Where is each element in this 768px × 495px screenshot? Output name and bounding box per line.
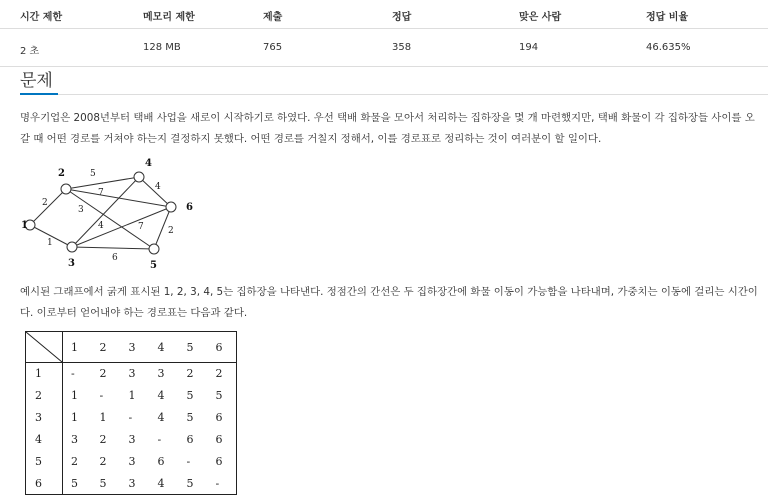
route-table-cell: 2 xyxy=(186,367,194,381)
value-accepted: 358 xyxy=(392,42,412,53)
route-table-cell: 6 xyxy=(215,433,223,446)
route-table-cell: 2 xyxy=(99,433,107,446)
route-table-cell: 1 xyxy=(99,411,107,424)
header-accept-ratio: 정답 비율 xyxy=(646,12,689,23)
graph-explanation: 예시된 그래프에서 굵게 표시된 1, 2, 3, 4, 5는 집하장을 나타낸다. 정점간의 간선은 두 집하장간에 화물 이동이 가능함을 나타내며, 가중치는 이동에 걸리는 시간이다. 이로부터 얻어내야 하는 경로표는 다음과 같다. xyxy=(20,286,758,319)
info-table-row xyxy=(0,29,768,67)
route-table-col-header: 6 xyxy=(208,332,237,363)
route-table-cell: 1 xyxy=(71,411,78,424)
node-label-4: 4 xyxy=(145,158,152,169)
route-table-col-header: 4 xyxy=(150,332,179,363)
route-table-cell: 5 xyxy=(99,476,107,490)
corner-diagonal xyxy=(26,332,62,362)
route-table-row-header: 5 xyxy=(26,451,63,473)
route-table-cell: - xyxy=(71,367,75,381)
route-table-cell: 5 xyxy=(186,476,194,490)
edge-weight-1-2: 2 xyxy=(42,198,48,208)
route-table-cell: 1 xyxy=(128,389,136,402)
route-table-col-header: 2 xyxy=(92,332,121,363)
edge-weight-2-6: 7 xyxy=(98,188,104,198)
route-table-cell: 2 xyxy=(215,367,223,381)
edge-weight-3-6: 7 xyxy=(138,222,144,232)
route-table-row xyxy=(26,385,237,407)
route-table-cell: 6 xyxy=(215,455,223,468)
route-table-cell: 5 xyxy=(71,476,78,490)
section-title: 문제 xyxy=(20,71,53,91)
route-table-row-header: 3 xyxy=(26,407,63,429)
route-table-cell: 2 xyxy=(99,455,107,468)
route-table-cell: 1 xyxy=(71,389,78,402)
route-table-cell: 6 xyxy=(215,411,223,424)
route-table-corner xyxy=(26,332,63,363)
route-table-cell: - xyxy=(157,433,162,446)
route-table-col-header: 5 xyxy=(179,332,208,363)
node-6 xyxy=(166,202,176,212)
route-table-row xyxy=(26,363,237,385)
value-accept-ratio: 46.635% xyxy=(646,42,691,53)
value-submissions: 765 xyxy=(263,42,283,53)
value-time-limit: 2 초 xyxy=(20,46,40,57)
route-table-cell: - xyxy=(99,389,104,402)
route-table-row xyxy=(26,473,237,495)
edge-3-6 xyxy=(72,207,171,247)
route-table-row-header: 6 xyxy=(26,473,63,495)
node-2 xyxy=(61,184,71,194)
header-submissions: 제출 xyxy=(263,12,283,23)
value-solved-users: 194 xyxy=(519,42,539,53)
edge-1-2 xyxy=(30,189,66,225)
route-table-row xyxy=(26,429,237,451)
node-label-6: 6 xyxy=(186,202,193,213)
route-table-cell: 4 xyxy=(157,389,165,402)
route-table-cell: - xyxy=(215,476,220,490)
route-table-cell: 3 xyxy=(128,455,136,468)
route-table xyxy=(25,331,237,495)
route-table-cell: 6 xyxy=(157,455,165,468)
route-table-col-header: 3 xyxy=(121,332,150,363)
node-label-5: 5 xyxy=(150,260,157,271)
section-divider xyxy=(58,94,768,95)
header-accepted: 정답 xyxy=(392,12,412,23)
route-table-cell: 5 xyxy=(186,411,194,424)
node-5 xyxy=(149,244,159,254)
route-table-cell: 2 xyxy=(71,455,78,468)
route-table-cell: 6 xyxy=(186,433,194,446)
route-table-cell: 3 xyxy=(128,476,136,490)
route-table-cell: 3 xyxy=(157,367,165,381)
edge-weight-1-3: 1 xyxy=(47,238,53,248)
header-memory-limit: 메모리 제한 xyxy=(143,12,195,23)
info-table-header xyxy=(0,0,768,29)
edge-weight-3-4: 4 xyxy=(98,221,104,231)
route-table-cell: 4 xyxy=(157,411,165,424)
edge-weight-2-4: 5 xyxy=(90,169,96,179)
route-graph-figure xyxy=(18,152,218,277)
node-label-2: 2 xyxy=(58,168,65,179)
route-table-col-header: 1 xyxy=(63,332,92,363)
edge-weight-2-5: 3 xyxy=(78,205,84,215)
route-table-cell: 5 xyxy=(215,389,223,402)
edge-3-5 xyxy=(72,247,154,249)
edge-weight-5-6: 2 xyxy=(168,226,174,236)
route-table-row xyxy=(26,407,237,429)
route-table-row-header: 1 xyxy=(26,363,63,385)
section-underline-accent xyxy=(20,93,58,95)
node-label-1: 1 xyxy=(21,220,28,231)
route-table-cell: 4 xyxy=(157,476,165,490)
route-table-cell: - xyxy=(186,455,191,468)
problem-description: 명우기업은 2008년부터 택배 사업을 새로이 시작하기로 하였다. 우선 택배 화물을 모아서 처리하는 집하장을 몇 개 마련했지만, 택배 화물이 각 집하장들 사이를 오갈 때 어떤 경로를 거쳐야 하는지 결정하지 못했다. 어떤 경로를 거칠지 정해서, 이를 경로표로 정리하는 것이 여러분이 할 일이다. xyxy=(20,112,755,145)
route-table-cell: - xyxy=(128,411,133,424)
node-label-3: 3 xyxy=(68,258,75,269)
route-table-cell: 2 xyxy=(99,367,107,381)
problem-info-table xyxy=(0,0,768,67)
route-table-cell: 3 xyxy=(128,433,136,446)
header-time-limit: 시간 제한 xyxy=(20,12,63,23)
route-table-row-header: 4 xyxy=(26,429,63,451)
route-table-row xyxy=(26,451,237,473)
route-table-cell: 3 xyxy=(128,367,136,381)
route-table-cell: 5 xyxy=(186,389,194,402)
value-memory-limit: 128 MB xyxy=(143,42,181,53)
edge-weight-4-6: 4 xyxy=(155,182,161,192)
header-solved-users: 맞은 사람 xyxy=(519,12,562,23)
edge-weight-3-5: 6 xyxy=(112,253,118,263)
route-table-cell: 3 xyxy=(71,433,78,446)
route-table-row-header: 2 xyxy=(26,385,63,407)
node-4 xyxy=(134,172,144,182)
node-3 xyxy=(67,242,77,252)
